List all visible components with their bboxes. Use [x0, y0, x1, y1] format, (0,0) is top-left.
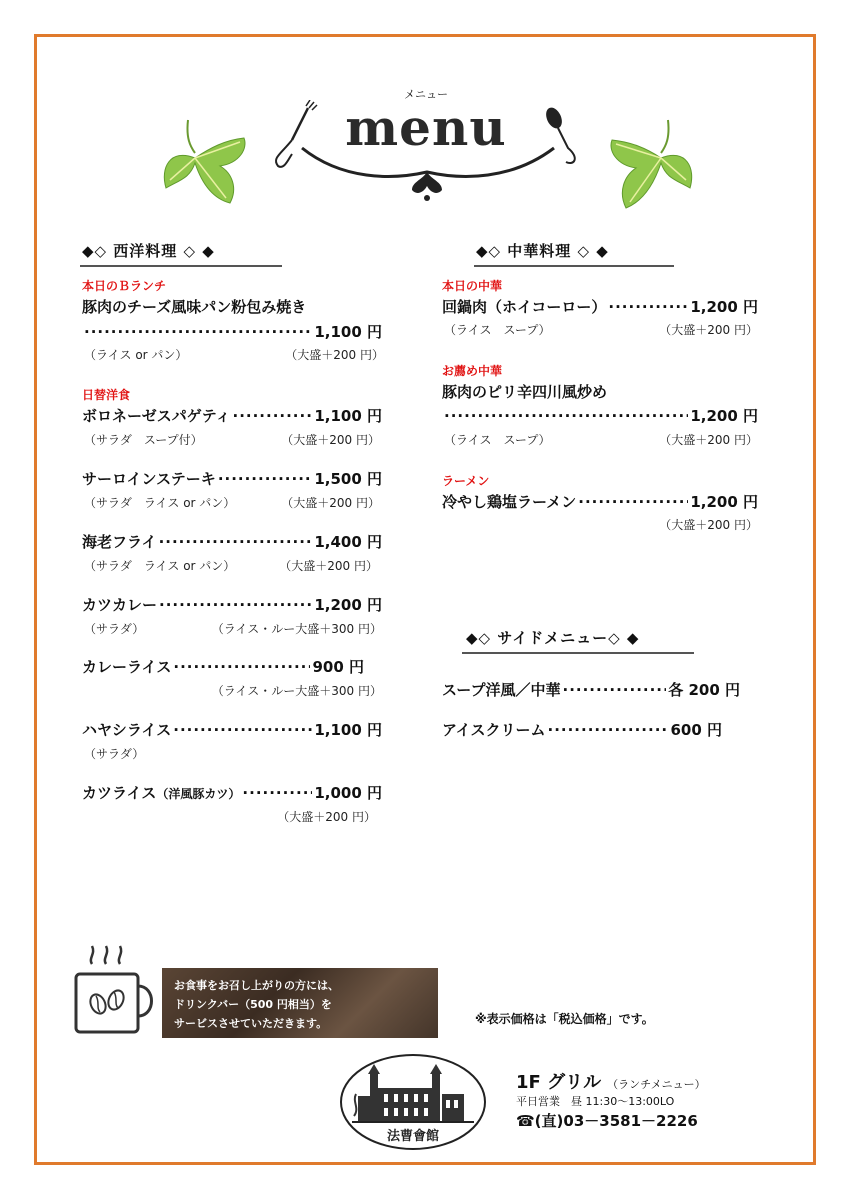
shop-name-sub: （ランチメニュー） — [607, 1078, 706, 1091]
item-name — [82, 782, 240, 803]
menu-item-sichuan-pork-title — [442, 381, 758, 402]
b-lunch-price: 1,100 円 — [314, 323, 382, 341]
item-large: （大盛＋200 円） — [281, 496, 380, 510]
item-name: サーロインステーキ — [82, 470, 216, 488]
daily-western-category: 日替洋食 — [82, 388, 131, 402]
item-price: 1,400 円 — [314, 533, 382, 551]
leader-dots — [578, 493, 688, 511]
item-price: 1,500 円 — [314, 470, 382, 488]
item-large: （ライス・ルー大盛＋300 円） — [211, 684, 382, 698]
item-name: ハヤシライス — [82, 721, 172, 739]
menu-item-katsu-curry — [82, 594, 382, 615]
item-large: （大盛＋200 円） — [281, 433, 380, 447]
promo-line-2: ドリンクバー（500 円相当）を — [174, 998, 332, 1011]
promo-line-3: サービスさせていただきます。 — [174, 1017, 328, 1030]
item-name-main: カツライス — [82, 784, 157, 802]
fork-icon — [276, 100, 317, 167]
item-large: （ライス・ルー大盛＋300 円） — [211, 622, 382, 636]
item-name: スープ洋風／中華 — [442, 681, 561, 699]
menu-item-ice-cream — [442, 719, 722, 740]
leader-dots — [173, 658, 310, 676]
menu-item-hayashi-rice — [82, 719, 382, 740]
building-logo-icon — [338, 1052, 488, 1152]
leader-dots — [84, 323, 312, 341]
menu-item-katsu-rice — [82, 782, 382, 803]
western-heading-underline — [80, 265, 282, 267]
chinese-category: 本日の中華 — [442, 279, 503, 293]
item-large: （大盛＋200 円） — [277, 810, 376, 824]
chinese-category: お薦め中華 — [442, 364, 503, 378]
item-large: （大盛＋200 円） — [659, 518, 758, 532]
promo-line-1: お食事をお召し上がりの方には、 — [174, 979, 339, 992]
item-price: 600 円 — [670, 721, 722, 739]
item-price: 1,000 円 — [314, 784, 382, 802]
leaf-icon-right — [608, 118, 698, 218]
item-price: 1,200 円 — [690, 298, 758, 316]
item-note: （サラダ） — [84, 622, 145, 636]
tax-note: ※表示価格は「税込価格」です。 — [475, 1012, 654, 1026]
item-name: 海老フライ — [82, 533, 157, 551]
item-note: （サラダ ライス or パン） — [84, 496, 236, 510]
item-price: 1,100 円 — [314, 721, 382, 739]
menu-item-ebi-fry — [82, 531, 382, 552]
item-note: （サラダ ライス or パン） — [84, 559, 236, 573]
item-name: ボロネーゼスパゲティ — [82, 407, 231, 425]
b-lunch-note: （ライス or パン） — [84, 348, 188, 362]
item-name-sub: （洋風豚カツ） — [156, 787, 241, 801]
leader-dots — [608, 298, 688, 316]
item-name: カレーライス — [82, 658, 172, 676]
item-name: 回鍋肉（ホイコーロー） — [442, 298, 607, 316]
leader-dots — [173, 721, 312, 739]
phone-number: ☎(直)03－3581－2226 — [516, 1112, 698, 1130]
item-large: （大盛＋200 円） — [659, 323, 758, 337]
item-note: （サラダ スープ付） — [84, 433, 203, 447]
chinese-heading-underline — [474, 265, 674, 267]
menu-item-curry-rice — [82, 656, 364, 677]
menu-item-hoikoro — [442, 296, 758, 317]
item-price: 1,200 円 — [690, 407, 758, 425]
item-name: アイスクリーム — [442, 721, 546, 739]
leader-dots — [444, 407, 688, 425]
logo-text: 法曹會館 — [386, 1129, 440, 1144]
b-lunch-price-row — [82, 321, 382, 342]
side-menu-heading: ◆◇ サイドメニュー◇ ◆ — [466, 629, 640, 647]
leader-dots — [159, 533, 313, 551]
leaf-icon-left — [160, 118, 250, 213]
item-note: （ライス スープ） — [444, 323, 551, 337]
b-lunch-large: （大盛＋200 円） — [285, 348, 384, 362]
western-heading: ◆◇ 西洋料理 ◇ ◆ — [82, 242, 215, 260]
leader-dots — [233, 407, 313, 425]
menu-kana: メニュー — [404, 88, 448, 101]
b-lunch-title-row — [82, 296, 382, 317]
item-price: 900 円 — [312, 658, 364, 676]
spoon-icon — [543, 105, 575, 163]
item-price: 1,200 円 — [690, 493, 758, 511]
item-name: 豚肉のピリ辛四川風炒め — [442, 383, 608, 401]
menu-item-bolognese — [82, 405, 382, 426]
chinese-category: ラーメン — [442, 474, 490, 488]
leader-dots — [242, 784, 312, 802]
item-price: 各 200 円 — [668, 681, 740, 699]
menu-title: menu — [345, 98, 507, 157]
business-hours: 平日営業 昼 11:30～13:00LO — [516, 1095, 675, 1108]
b-lunch-name: 豚肉のチーズ風味パン粉包み焼き — [82, 298, 307, 316]
side-menu-heading-underline — [462, 652, 694, 654]
item-note: （ライス スープ） — [444, 433, 551, 447]
shop-name-main: 1F グリル — [516, 1072, 602, 1093]
leader-dots — [563, 681, 667, 699]
item-name: 冷やし鶏塩ラーメン — [442, 493, 577, 511]
item-name: カツカレー — [82, 596, 158, 614]
shop-name — [516, 1068, 706, 1094]
menu-item-soup — [442, 679, 740, 700]
menu-item-ramen — [442, 491, 758, 512]
item-large: （大盛＋200 円） — [279, 559, 378, 573]
b-lunch-category: 本日のＢランチ — [82, 279, 167, 293]
ornament-flourish-icon — [262, 100, 592, 205]
drink-bar-promo — [162, 968, 438, 1038]
item-price: 1,200 円 — [314, 596, 382, 614]
coffee-cup-icon — [70, 938, 160, 1038]
item-note: （サラダ） — [84, 747, 145, 761]
item-large: （大盛＋200 円） — [659, 433, 758, 447]
chinese-heading: ◆◇ 中華料理 ◇ ◆ — [476, 242, 609, 260]
leader-dots — [159, 596, 312, 614]
item-price: 1,100 円 — [314, 407, 382, 425]
leader-dots — [218, 470, 313, 488]
leader-dots — [548, 721, 669, 739]
menu-item-sichuan-pork-price — [442, 405, 758, 426]
menu-item-sirloin — [82, 468, 382, 489]
